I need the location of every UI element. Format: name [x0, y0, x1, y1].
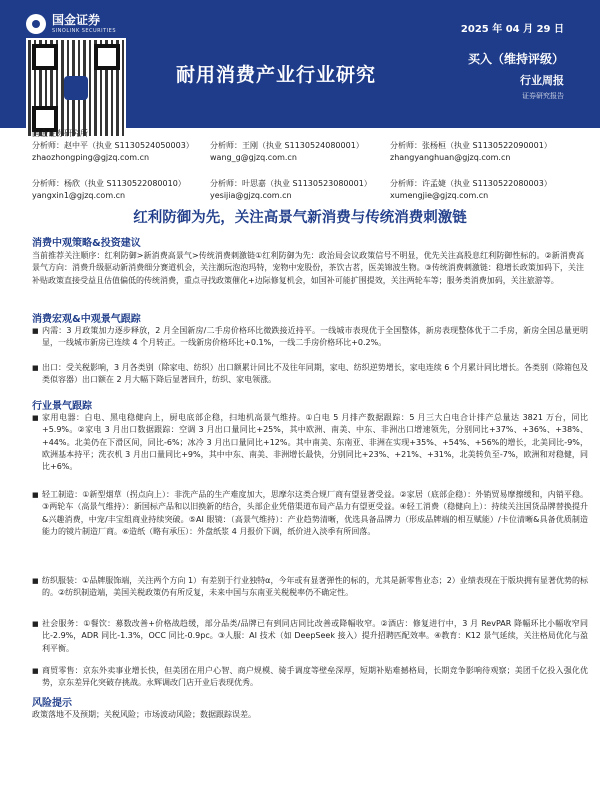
analyst-2 [210, 140, 364, 164]
bullet-icon: ■ [32, 327, 39, 335]
bullet-icon: ■ [32, 620, 39, 628]
strategy-paragraph: 当前推荐关注顺序：红利防御>新消费高景气>传统消费刺激链①红利防御为先：政治局会议政策信号不明显，优先关注高股息红利防御性标的。②新消费高景气方向：消费升级驱动新消费细分赛道机会，关注潮玩泡泡玛特，宠物中宠股份，茶饮古茗，医美锦波生物。③传统消费刺激链：稳增长政策加码下，关注补贴政策直接受益且估值偏低的传统消费，重点寻找政策催化+边际修复机会，如国补可能扩围提效，关注两轮车等；服务类消费加码，关注旅游等。 [32, 251, 584, 285]
analyst-line: 分析师：杨欣（执业 S1130522080010） [32, 179, 186, 188]
bullet-icon: ■ [32, 414, 39, 422]
report-header [0, 0, 600, 128]
risk-paragraph: 政策落地不及预期；关税风险；市场波动风险；数据跟踪误差。 [32, 710, 256, 719]
report-type-sub: 证券研究报告 [522, 92, 564, 100]
section-title-industry: 行业景气跟踪 [32, 401, 92, 412]
list-item [32, 362, 588, 387]
section-title-risk: 风险提示 [32, 698, 72, 709]
analyst-email[interactable]: wang_g@gjzq.com.cn [210, 153, 297, 162]
analyst-email[interactable]: xumengjie@gjzq.com.cn [390, 191, 489, 200]
institute-name: 国金证券研究所 [32, 129, 88, 138]
analyst-4 [32, 178, 186, 202]
section-title-strategy: 消费中观策略&投资建议 [32, 238, 141, 249]
main-headline: 红利防御为先，关注高景气新消费与传统消费刺激链 [133, 210, 467, 226]
report-title: 耐用消费产业行业研究 [176, 64, 377, 86]
bullet-text: 轻工制造：①新型烟草（拐点向上）：非洗产品的生产难度加大，思摩尔这类合规厂商有望显著受益。②家居（底部企稳）：外销贸易摩擦缓和，内销平稳。③两轮车（高景气维持）：新国标产品和以旧换新的结合，头部企业凭借渠道布局产品力有望更受益。④轻工消费（稳健向上）：持续关注国货品牌替换提升&兴趣消费，中宠/丰宝组商业持续突破。⑤AI 眼镜：（高景气维持）：产业趋势清晰，优选具备品牌力（形成品牌端的相互赋能）/卡位清晰&具备优质制造能力的镜片制造厂商。⑥造纸（略有承压）：外盘纸浆 4 月报价下调，纸价进入淡季有所回落。 [42, 490, 588, 536]
bullet-icon: ■ [32, 364, 39, 372]
analyst-1 [32, 140, 194, 164]
analyst-line: 分析师：许孟婕（执业 S1130522080003） [390, 179, 552, 188]
bullet-text: 纺织服装：①品牌服饰端，关注两个方向 1）有差别于行业独特α，今年或有显著弹性的标的，尤其是新零售业态；2）业绩表现在于版块拥有显著优势的标的。②纺织制造端，美国关税政策仍有所反复，未来中国与东南亚关税税率仍不确定性。 [42, 576, 588, 598]
list-item [32, 412, 588, 473]
analyst-5 [210, 178, 372, 202]
section-title-macro: 消费宏观&中观景气跟踪 [32, 314, 141, 325]
bullet-icon: ■ [32, 667, 39, 675]
bullet-text: 社会服务：①餐饮：募数改善+价格战趋缓，部分品类/品牌已有到同店同比改善或降幅收窄。②酒店：修复进行中，3 月 RevPAR 降幅环比小幅收窄同比-2.9%，ADR 同比-1.3%，OCC 同比-0.9pc。③人服：AI 技术（如 DeepSeek 接入）提升招聘匹配效率。④教育：K12 景气延续，关注格局优化与盈利平衡。 [42, 619, 588, 653]
list-item [32, 575, 588, 600]
analyst-line: 分析师：叶思嘉（执业 S1130523080001） [210, 179, 372, 188]
analyst-line: 分析师：赵中平（执业 S1130524050003） [32, 141, 194, 150]
list-item [32, 618, 588, 655]
report-date: 2025 年 04 月 29 日 [460, 24, 564, 35]
bullet-icon: ■ [32, 491, 39, 499]
analyst-line: 分析师：王刚（执业 S1130524080001） [210, 141, 364, 150]
brand-logo [26, 14, 116, 34]
analyst-6 [390, 178, 552, 202]
bullet-icon: ■ [32, 577, 39, 585]
analyst-email[interactable]: zhaozhongping@gjzq.com.cn [32, 153, 150, 162]
bullet-text: 出口：受关税影响，3 月各类别（除家电、纺织）出口额累计同比不及往年同期，家电、纺织逆势增长，家电连续 6 个月累计同比增长。各类别（除箱包及类似容器）出口额在 2 月大幅下降后显著回升，纺织、家电领涨。 [42, 363, 588, 385]
qr-code-icon [26, 38, 126, 138]
analyst-3 [390, 140, 552, 164]
analyst-email[interactable]: yangxin1@gjzq.com.cn [32, 191, 126, 200]
bullet-text: 家用电器：白电、黑电稳健向上，厨电底部企稳，扫地机高景气维持。①白电 5 月排产数据跟踪：5 月三大白电合计排产总量达 3821 万台，同比+5.9%。②家电 3 月出口数据跟踪：空调 3 月出口量同比+25%，其中欧洲、南美、中东、非洲出口增速领先，分别同比+37%、+36%、+38%、+44%。北美仍在下滑区间，同比-6%；冰冷 3 月出口量同比+12%。其中南美、东南亚、非洲在实现+35%、+54%、+56%的增长，北美同比-9%，欧洲基本持平；洗衣机 3 月出口量同比+9%，其中中东、南美、非洲增长最快，分别同比+23%、+21%、+31%，北美转负至-7%，欧洲和对稳健，同比+6%。 [42, 413, 588, 472]
analyst-line: 分析师：张杨桓（执业 S1130522090001） [390, 141, 552, 150]
analyst-email[interactable]: yesijia@gjzq.com.cn [210, 191, 292, 200]
bullet-text: 商贸零售：京东外卖事业增长快，但美团在用户心智、商户规模、骑手调度等壁垒深厚，短期补贴难撼格局，长期竞争影响待观察；美团千亿投入强化优势，京东差异化突破存挑战。永辉调改门店开业后表现优秀。 [42, 666, 588, 688]
rating-badge: 买入（维持评级） [467, 52, 564, 66]
bullet-text: 内需：3 月政策加力逐步释放，2 月全国新房/二手房价格环比微跌接近持平。一线城市表现优于全国整体，新房表现整体优于二手房，新房全国总量更明显，一线城市新房已连续 4 个月转正。一线新房价格环比+0.1%，一线二手房价格环比+0.2%。 [42, 326, 588, 348]
analyst-email[interactable]: zhangyanghuan@gjzq.com.cn [390, 153, 511, 162]
list-item [32, 665, 588, 690]
logo-text: 国金证券 [52, 13, 101, 27]
list-item [32, 325, 588, 350]
report-type: 行业周报 [520, 74, 564, 87]
logo-subtext: SINOLINK SECURITIES [52, 28, 116, 34]
list-item [32, 489, 588, 538]
logo-icon [26, 14, 46, 34]
